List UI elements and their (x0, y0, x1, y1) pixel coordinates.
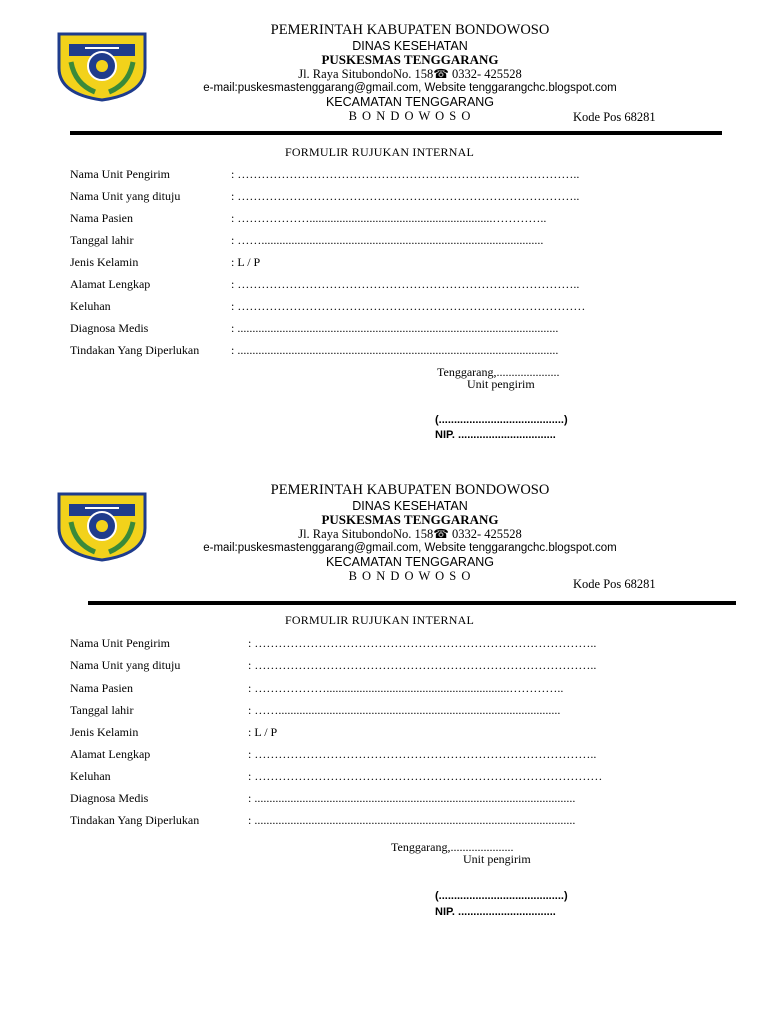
form-title: FORMULIR RUJUKAN INTERNAL (285, 613, 475, 627)
field-label: Alamat Lengkap (70, 747, 151, 761)
signer-unit: Unit pengirim (467, 377, 535, 391)
field-value[interactable]: : ……………….............................................................………….. (231, 211, 547, 225)
postal-code: Kode Pos 68281 (573, 577, 656, 591)
department-name: DINAS KESEHATAN (352, 39, 468, 53)
postal-code: Kode Pos 68281 (573, 110, 656, 124)
district-line: KECAMATAN TENGGARANG (325, 555, 495, 569)
field-value[interactable]: : ........................................................................................................... (231, 321, 559, 335)
field-value[interactable]: : ………………………………………………………………………….. (231, 277, 580, 291)
place-date: Tenggarang,..................... (437, 365, 560, 379)
field-label: Diagnosa Medis (70, 791, 149, 805)
field-label: Nama Unit Pengirim (70, 167, 170, 181)
bondowoso-regency-emblem (55, 488, 149, 562)
signature-name-line[interactable]: (.........................................) (435, 890, 568, 902)
form-title: FORMULIR RUJUKAN INTERNAL (285, 145, 475, 159)
field-label: Nama Unit yang dituju (70, 658, 181, 672)
field-label: Nama Pasien (70, 681, 133, 695)
field-label: Jenis Kelamin (70, 725, 139, 739)
field-value[interactable]: : ………………………………………………………………………….. (248, 658, 597, 672)
referral-form-2 (0, 460, 768, 930)
field-value[interactable]: : ………………………………………………………………………….. (248, 747, 597, 761)
government-name: PEMERINTAH KABUPATEN BONDOWOSO (270, 22, 550, 38)
address-line: Jl. Raya SitubondoNo. 158☎ 0332- 425528 (298, 67, 522, 81)
field-value[interactable]: : ………………………………………………………………………….. (231, 167, 580, 181)
puskesmas-name: PUSKESMAS TENGGARANG (321, 52, 499, 67)
contact-line: e-mail:puskesmastenggarang@gmail.com, Website tenggarangchc.blogspot.com (203, 542, 617, 554)
signature-name-line[interactable]: (.........................................) (435, 414, 568, 426)
field-value[interactable]: : ........................................................................................................... (248, 791, 576, 805)
signer-unit: Unit pengirim (463, 852, 531, 866)
field-label: Tanggal lahir (70, 233, 134, 247)
contact-line: e-mail:puskesmastenggarang@gmail.com, Website tenggarangchc.blogspot.com (203, 82, 617, 94)
nip-line[interactable]: NIP. ................................ (435, 906, 556, 918)
field-label: Nama Pasien (70, 211, 133, 225)
city-line: B O N D O W O S O (348, 109, 472, 123)
government-name: PEMERINTAH KABUPATEN BONDOWOSO (270, 482, 550, 498)
field-value[interactable]: : …………………………………………………………………………… (231, 299, 586, 313)
field-value[interactable]: : ………………………………………………………………………….. (248, 636, 597, 650)
field-value[interactable]: : L / P (248, 725, 278, 739)
field-label: Tanggal lahir (70, 703, 134, 717)
department-name: DINAS KESEHATAN (352, 499, 468, 513)
field-label: Tindakan Yang Diperlukan (70, 343, 200, 357)
referral-form-1 (0, 0, 768, 470)
field-value[interactable]: : …………………………………………………………………………… (248, 769, 603, 783)
field-value[interactable]: : L / P (231, 255, 261, 269)
address-line: Jl. Raya SitubondoNo. 158☎ 0332- 425528 (298, 527, 522, 541)
bondowoso-regency-emblem (55, 28, 149, 102)
header-divider (70, 131, 722, 135)
field-value[interactable]: : …….............................................................................................. (248, 703, 561, 717)
field-label: Keluhan (70, 299, 111, 313)
place-date: Tenggarang,..................... (391, 840, 514, 854)
district-line: KECAMATAN TENGGARANG (325, 95, 495, 109)
field-label: Diagnosa Medis (70, 321, 149, 335)
field-value[interactable]: : ........................................................................................................... (231, 343, 559, 357)
field-value[interactable]: : ………………………………………………………………………….. (231, 189, 580, 203)
nip-line[interactable]: NIP. ................................ (435, 429, 556, 441)
field-label: Alamat Lengkap (70, 277, 151, 291)
field-label: Tindakan Yang Diperlukan (70, 813, 200, 827)
puskesmas-name: PUSKESMAS TENGGARANG (321, 512, 499, 527)
field-label: Jenis Kelamin (70, 255, 139, 269)
field-value[interactable]: : ........................................................................................................... (248, 813, 576, 827)
field-value[interactable]: : …….............................................................................................. (231, 233, 544, 247)
field-value[interactable]: : ……………….............................................................………….. (248, 681, 564, 695)
field-label: Nama Unit Pengirim (70, 636, 170, 650)
header-divider (88, 601, 736, 605)
field-label: Keluhan (70, 769, 111, 783)
field-label: Nama Unit yang dituju (70, 189, 181, 203)
city-line: B O N D O W O S O (348, 569, 472, 583)
